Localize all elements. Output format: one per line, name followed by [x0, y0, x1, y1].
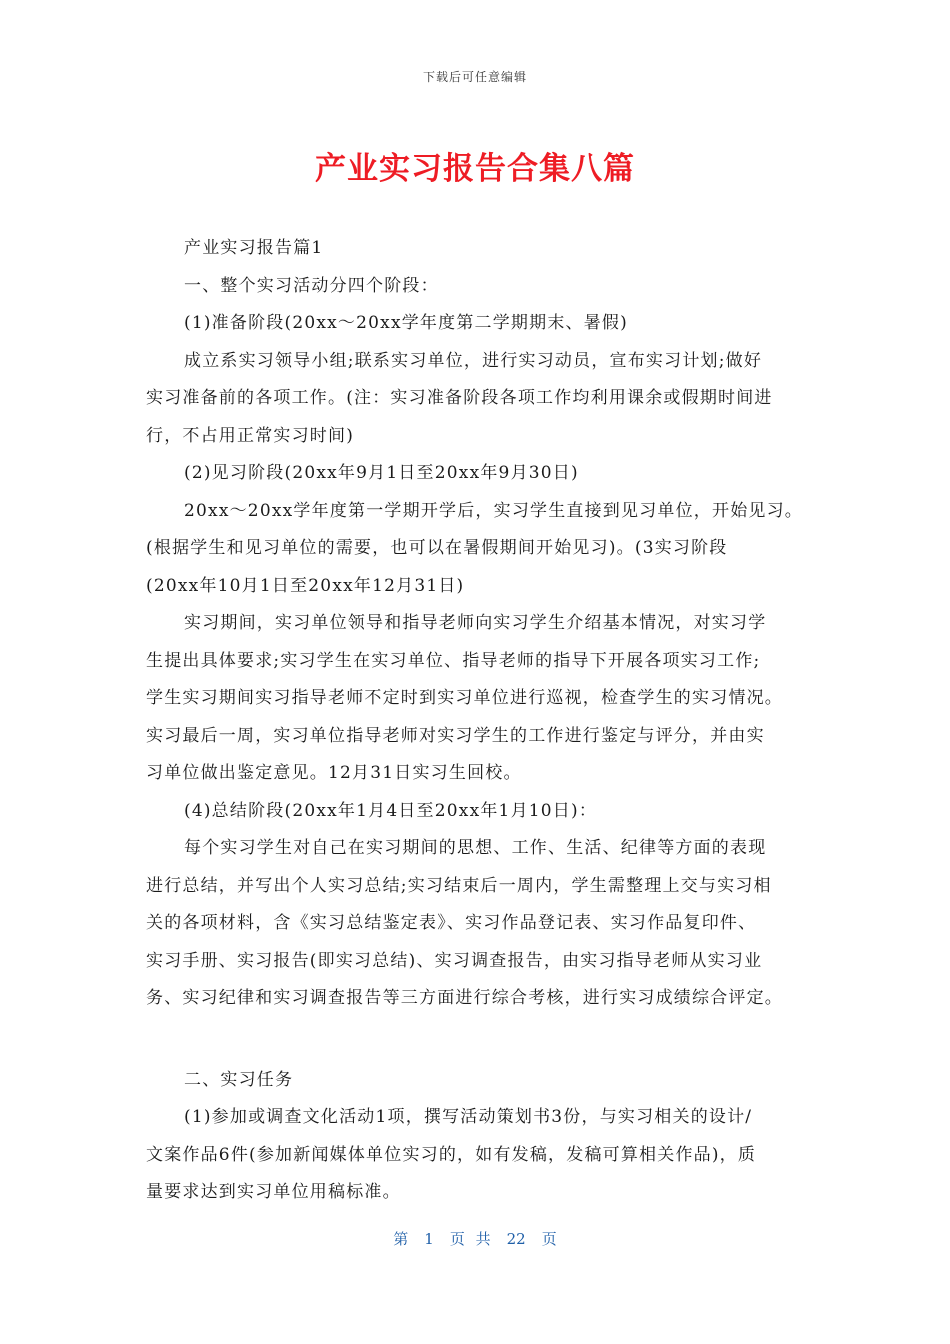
text-line: (4)总结阶段(20xx年1月4日至20xx年1月10日)：	[184, 800, 598, 821]
paragraph-gap	[146, 1018, 806, 1062]
text-line: 二、实习任务	[184, 1069, 294, 1090]
document-title: 产业实习报告合集八篇	[315, 151, 635, 187]
text-line: (1)准备阶段(20xx～20xx学年度第二学期期末、暑假)	[184, 313, 628, 333]
text-line: 一、整个实习活动分四个阶段：	[184, 275, 439, 296]
text-line: 生提出具体要求;实习学生在实习单位、指导老师的指导下开展各项实习工作;	[146, 650, 761, 671]
text-line: 实习期间，实习单位领导和指导老师向实习学生介绍基本情况，对实习学	[184, 613, 767, 633]
text-line: 实习手册、实习报告(即实习总结)、实习调查报告，由实习指导老师从实习业	[146, 950, 763, 971]
text-line: (1)参加或调查文化活动1项，撰写活动策划书3份，与实习相关的设计/	[184, 1107, 753, 1127]
text-line: 行，不占用正常实习时间)	[146, 425, 355, 446]
text-line: (根据学生和见习单位的需要，也可以在暑假期间开始见习)。(3实习阶段	[146, 538, 728, 558]
page-footer	[0, 1228, 950, 1249]
text-line: 务、实习纪律和实习调查报告等三方面进行综合考核，进行实习成绩综合评定。	[146, 988, 783, 1008]
text-line: 20xx～20xx学年度第一学期开学后，实习学生直接到见习单位，开始见习。	[184, 500, 804, 521]
text-line: 产业实习报告篇1	[184, 238, 324, 258]
footer-middle: 页 共	[449, 1230, 491, 1248]
document-body	[146, 230, 806, 1212]
text-line: (2)见习阶段(20xx年9月1日至20xx年9月30日)	[184, 463, 579, 483]
text-line: 文案作品6件(参加新闻媒体单位实习的，如有发稿，发稿可算相关作品)，质	[146, 1144, 757, 1165]
footer-page-number: 1	[424, 1230, 434, 1248]
text-line: 进行总结，并写出个人实习总结;实习结束后一周内，学生需整理上交与实习相	[146, 875, 772, 896]
text-line: 每个实习学生对自己在实习期间的思想、工作、生活、纪律等方面的表现	[184, 838, 767, 858]
text-line: 学生实习期间实习指导老师不定时到实习单位进行巡视，检查学生的实习情况。	[146, 688, 783, 708]
header-note: 下载后可任意编辑	[422, 70, 527, 84]
text-line: 量要求达到实习单位用稿标准。	[146, 1182, 401, 1202]
footer-total-pages: 22	[506, 1230, 526, 1248]
text-line: 习单位做出鉴定意见。12月31日实习生回校。	[146, 763, 522, 783]
footer-suffix: 页	[541, 1230, 557, 1248]
text-line: (20xx年10月1日至20xx年12月31日)	[146, 575, 465, 596]
footer-prefix: 第	[393, 1230, 409, 1248]
text-line: 成立系实习领导小组;联系实习单位，进行实习动员，宣布实习计划;做好	[184, 350, 763, 371]
text-line: 关的各项材料，含《实习总结鉴定表》、实习作品登记表、实习作品复印件、	[146, 913, 757, 933]
text-line: 实习最后一周，实习单位指导老师对实习学生的工作进行鉴定与评分，并由实	[146, 725, 765, 746]
text-line: 实习准备前的各项工作。(注：实习准备阶段各项工作均利用课余或假期时间进	[146, 388, 773, 408]
